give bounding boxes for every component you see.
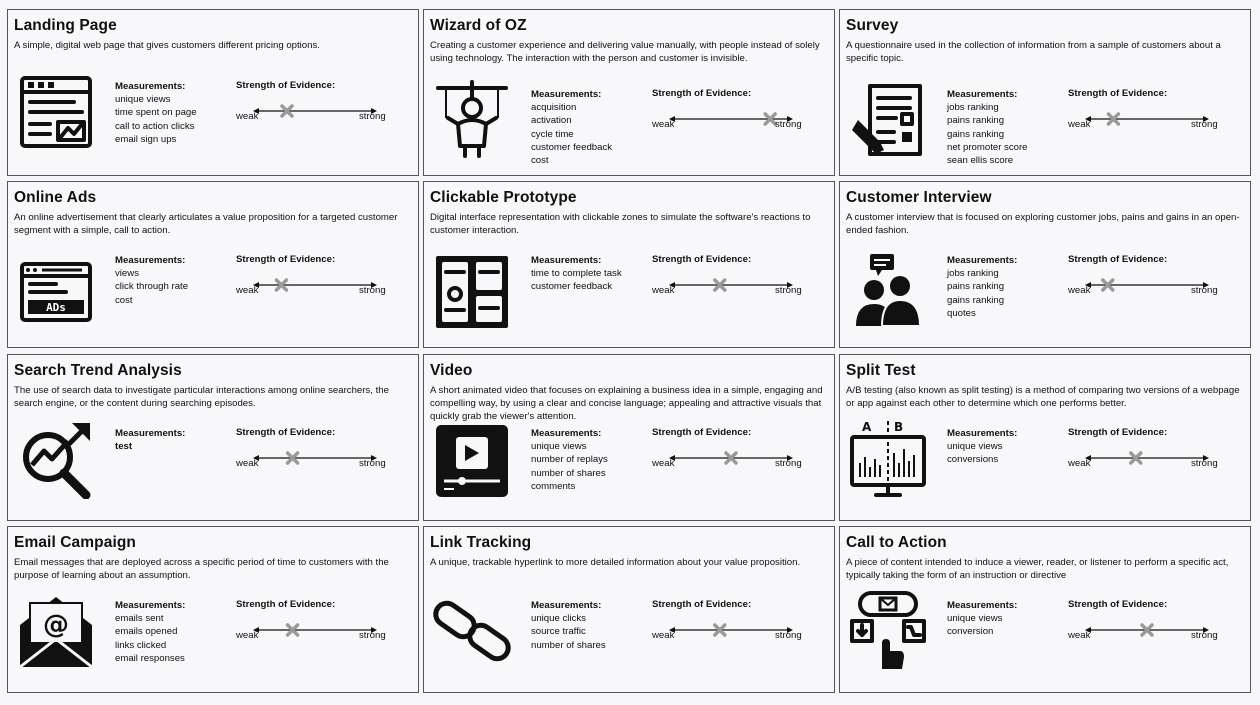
strong-label: strong xyxy=(775,285,802,296)
landing-page-icon xyxy=(16,72,96,152)
measurements xyxy=(531,88,612,167)
split-test-icon xyxy=(848,419,928,499)
strength-heading: Strength of Evidence: xyxy=(652,88,752,99)
measurements xyxy=(947,599,1017,639)
measurement-item: click through rate xyxy=(115,281,189,293)
svg-text:@: @ xyxy=(43,610,69,640)
measurement-item: net promoter score xyxy=(947,141,1028,153)
card-landing-page xyxy=(7,9,419,176)
weak-label: weak xyxy=(652,458,675,469)
measurement-item: time to complete task xyxy=(531,268,622,280)
card-link-tracking xyxy=(423,526,835,693)
measurements-heading: Measurements: xyxy=(947,89,1018,100)
measurement-item: jobs ranking xyxy=(947,268,999,280)
measurements-heading: Measurements: xyxy=(115,255,186,266)
card-title: Email Campaign xyxy=(14,534,136,551)
measurements xyxy=(531,427,608,493)
strength-heading: Strength of Evidence: xyxy=(1068,427,1168,438)
measurement-item: unique clicks xyxy=(531,613,586,625)
svg-text:A: A xyxy=(862,420,872,434)
svg-text:B: B xyxy=(894,420,904,434)
measurement-item: cost xyxy=(115,294,133,306)
strong-label: strong xyxy=(359,630,386,641)
search-trend-icon xyxy=(16,419,96,499)
card-title: Search Trend Analysis xyxy=(14,362,182,379)
strong-label: strong xyxy=(359,285,386,296)
measurement-item: quotes xyxy=(947,307,976,319)
measurement-item: email responses xyxy=(115,652,185,664)
measurement-item: cost xyxy=(531,155,549,167)
email-icon xyxy=(16,589,96,669)
measurement-item: links clicked xyxy=(115,639,167,651)
call-to-action-icon xyxy=(848,591,928,671)
strength-heading: Strength of Evidence: xyxy=(652,254,752,265)
prototype-icon xyxy=(432,252,512,332)
measurements-heading: Measurements: xyxy=(947,600,1018,611)
card-search-trend-analysis xyxy=(7,354,419,521)
measurements-heading: Measurements: xyxy=(115,428,186,439)
measurement-item: call to action clicks xyxy=(115,120,195,132)
strength-heading: Strength of Evidence: xyxy=(1068,88,1168,99)
survey-icon xyxy=(848,80,928,160)
strong-label: strong xyxy=(359,111,386,122)
measurements xyxy=(947,88,1028,167)
card-video xyxy=(423,354,835,521)
strength-heading: Strength of Evidence: xyxy=(652,427,752,438)
measurement-item: source traffic xyxy=(531,626,586,638)
weak-label: weak xyxy=(652,630,675,641)
card-description: A short animated video that focuses on explaining a business idea in a simple, engaging and compelling way, by using a clear and concise language; appealing and attractive visuals that quickly grab the viewer's attention. xyxy=(430,385,823,423)
measurements-heading: Measurements: xyxy=(531,255,602,266)
card-title: Call to Action xyxy=(846,534,947,551)
measurements-heading: Measurements: xyxy=(531,428,602,439)
measurement-item: unique views xyxy=(115,94,171,106)
card-description: A simple, digital web page that gives customers different pricing options. xyxy=(14,40,320,51)
ads-icon xyxy=(16,254,96,334)
card-title: Online Ads xyxy=(14,189,97,206)
measurement-item: unique views xyxy=(947,613,1003,625)
card-online-ads xyxy=(7,181,419,348)
weak-label: weak xyxy=(1068,458,1091,469)
weak-label: weak xyxy=(236,285,259,296)
card-description: A questionnaire used in the collection of information from a sample of customers about a specific topic. xyxy=(846,40,1221,65)
measurement-item: unique views xyxy=(531,441,587,453)
measurement-item: email sign ups xyxy=(115,133,177,145)
measurements-heading: Measurements: xyxy=(947,255,1018,266)
card-description: A piece of content intended to induce a viewer, reader, or listener to perform a specific act, typically taking the form of an instruction or directive xyxy=(846,557,1229,582)
measurements-heading: Measurements: xyxy=(947,428,1018,439)
measurement-item: unique views xyxy=(947,441,1003,453)
strong-label: strong xyxy=(1191,458,1218,469)
measurements xyxy=(947,427,1017,467)
link-icon xyxy=(432,591,512,671)
strength-heading: Strength of Evidence: xyxy=(1068,254,1168,265)
measurement-item: number of shares xyxy=(531,639,606,651)
measurement-item: number of shares xyxy=(531,467,606,479)
interview-icon xyxy=(848,250,928,330)
card-title: Wizard of OZ xyxy=(430,17,527,34)
weak-label: weak xyxy=(236,630,259,641)
strength-heading: Strength of Evidence: xyxy=(236,427,336,438)
strength-heading: Strength of Evidence: xyxy=(1068,599,1168,610)
measurements xyxy=(115,427,185,453)
measurement-item: conversion xyxy=(947,626,994,638)
strong-label: strong xyxy=(359,458,386,469)
measurement-item: gains ranking xyxy=(947,128,1005,140)
card-clickable-prototype xyxy=(423,181,835,348)
weak-label: weak xyxy=(652,285,675,296)
card-description: The use of search data to investigate particular interactions among online searchers, the search engine, or the content during searching episodes. xyxy=(14,385,389,410)
strength-heading: Strength of Evidence: xyxy=(652,599,752,610)
card-description: A/B testing (also known as split testing) is a method of comparing two versions of a webpage or app against each other to determine which one performs better. xyxy=(846,385,1240,410)
measurement-item: test xyxy=(115,441,133,453)
strong-label: strong xyxy=(775,458,802,469)
measurement-item: customer feedback xyxy=(531,281,613,293)
card-title: Link Tracking xyxy=(430,534,532,551)
card-customer-interview xyxy=(839,181,1251,348)
weak-label: weak xyxy=(652,119,675,130)
weak-label: weak xyxy=(1068,285,1091,296)
card-description: An online advertisement that clearly articulates a value proposition for a targeted customer segment with a simple, call to action. xyxy=(14,212,398,237)
measurement-item: emails sent xyxy=(115,613,164,625)
weak-label: weak xyxy=(236,458,259,469)
measurement-item: pains ranking xyxy=(947,281,1005,293)
card-title: Survey xyxy=(846,17,899,34)
card-description: Creating a customer experience and delivering value manually, with people instead of solely using technology. The interaction with the person and customer is invisible. xyxy=(430,40,820,65)
video-icon xyxy=(432,421,512,501)
card-wizard-of-oz xyxy=(423,9,835,176)
measurement-item: cycle time xyxy=(531,128,574,140)
card-description: A customer interview that is focused on exploring customer jobs, pains and gains in an open-ended fashion. xyxy=(846,212,1240,237)
svg-text:ADs: ADs xyxy=(46,301,66,314)
card-description: A unique, trackable hyperlink to more detailed information about your value proposition. xyxy=(430,557,801,568)
measurements-heading: Measurements: xyxy=(115,600,186,611)
strength-heading: Strength of Evidence: xyxy=(236,80,336,91)
card-survey xyxy=(839,9,1251,176)
strong-label: strong xyxy=(775,119,802,130)
card-title: Landing Page xyxy=(14,17,117,34)
measurements-heading: Measurements: xyxy=(531,600,602,611)
measurements-heading: Measurements: xyxy=(531,89,602,100)
strong-label: strong xyxy=(1191,285,1218,296)
measurements xyxy=(531,599,606,652)
strength-heading: Strength of Evidence: xyxy=(236,254,336,265)
card-split-test xyxy=(839,354,1251,521)
card-title: Customer Interview xyxy=(846,189,992,206)
measurement-item: activation xyxy=(531,115,572,127)
measurements xyxy=(115,80,197,146)
measurement-item: customer feedback xyxy=(531,141,613,153)
strength-heading: Strength of Evidence: xyxy=(236,599,336,610)
measurement-item: conversions xyxy=(947,454,999,466)
measurement-item: emails opened xyxy=(115,626,178,638)
strong-label: strong xyxy=(775,630,802,641)
card-description: Digital interface representation with clickable zones to simulate the software's reactions to customer interaction. xyxy=(430,212,811,237)
measurement-item: time spent on page xyxy=(115,107,197,119)
puppet-icon xyxy=(432,78,512,158)
card-title: Split Test xyxy=(846,362,916,379)
measurement-item: acquisition xyxy=(531,102,577,114)
measurement-item: jobs ranking xyxy=(947,102,999,114)
measurements xyxy=(947,254,1017,320)
measurements-heading: Measurements: xyxy=(115,81,186,92)
card-description: Email messages that are deployed across a specific period of time to customers with the purpose of learning about an assumption. xyxy=(14,557,389,582)
weak-label: weak xyxy=(1068,630,1091,641)
card-call-to-action xyxy=(839,526,1251,693)
card-title: Clickable Prototype xyxy=(430,189,577,206)
weak-label: weak xyxy=(1068,119,1091,130)
measurements xyxy=(531,254,622,294)
measurement-item: views xyxy=(115,268,139,280)
measurements xyxy=(115,254,188,307)
strong-label: strong xyxy=(1191,119,1218,130)
measurement-item: number of replays xyxy=(531,454,608,466)
weak-label: weak xyxy=(236,111,259,122)
measurement-item: gains ranking xyxy=(947,294,1005,306)
measurement-item: comments xyxy=(531,480,576,492)
strong-label: strong xyxy=(1191,630,1218,641)
card-email-campaign xyxy=(7,526,419,693)
measurements xyxy=(115,599,185,665)
measurement-item: pains ranking xyxy=(947,115,1005,127)
measurement-item: sean ellis score xyxy=(947,155,1014,167)
card-title: Video xyxy=(430,362,473,379)
